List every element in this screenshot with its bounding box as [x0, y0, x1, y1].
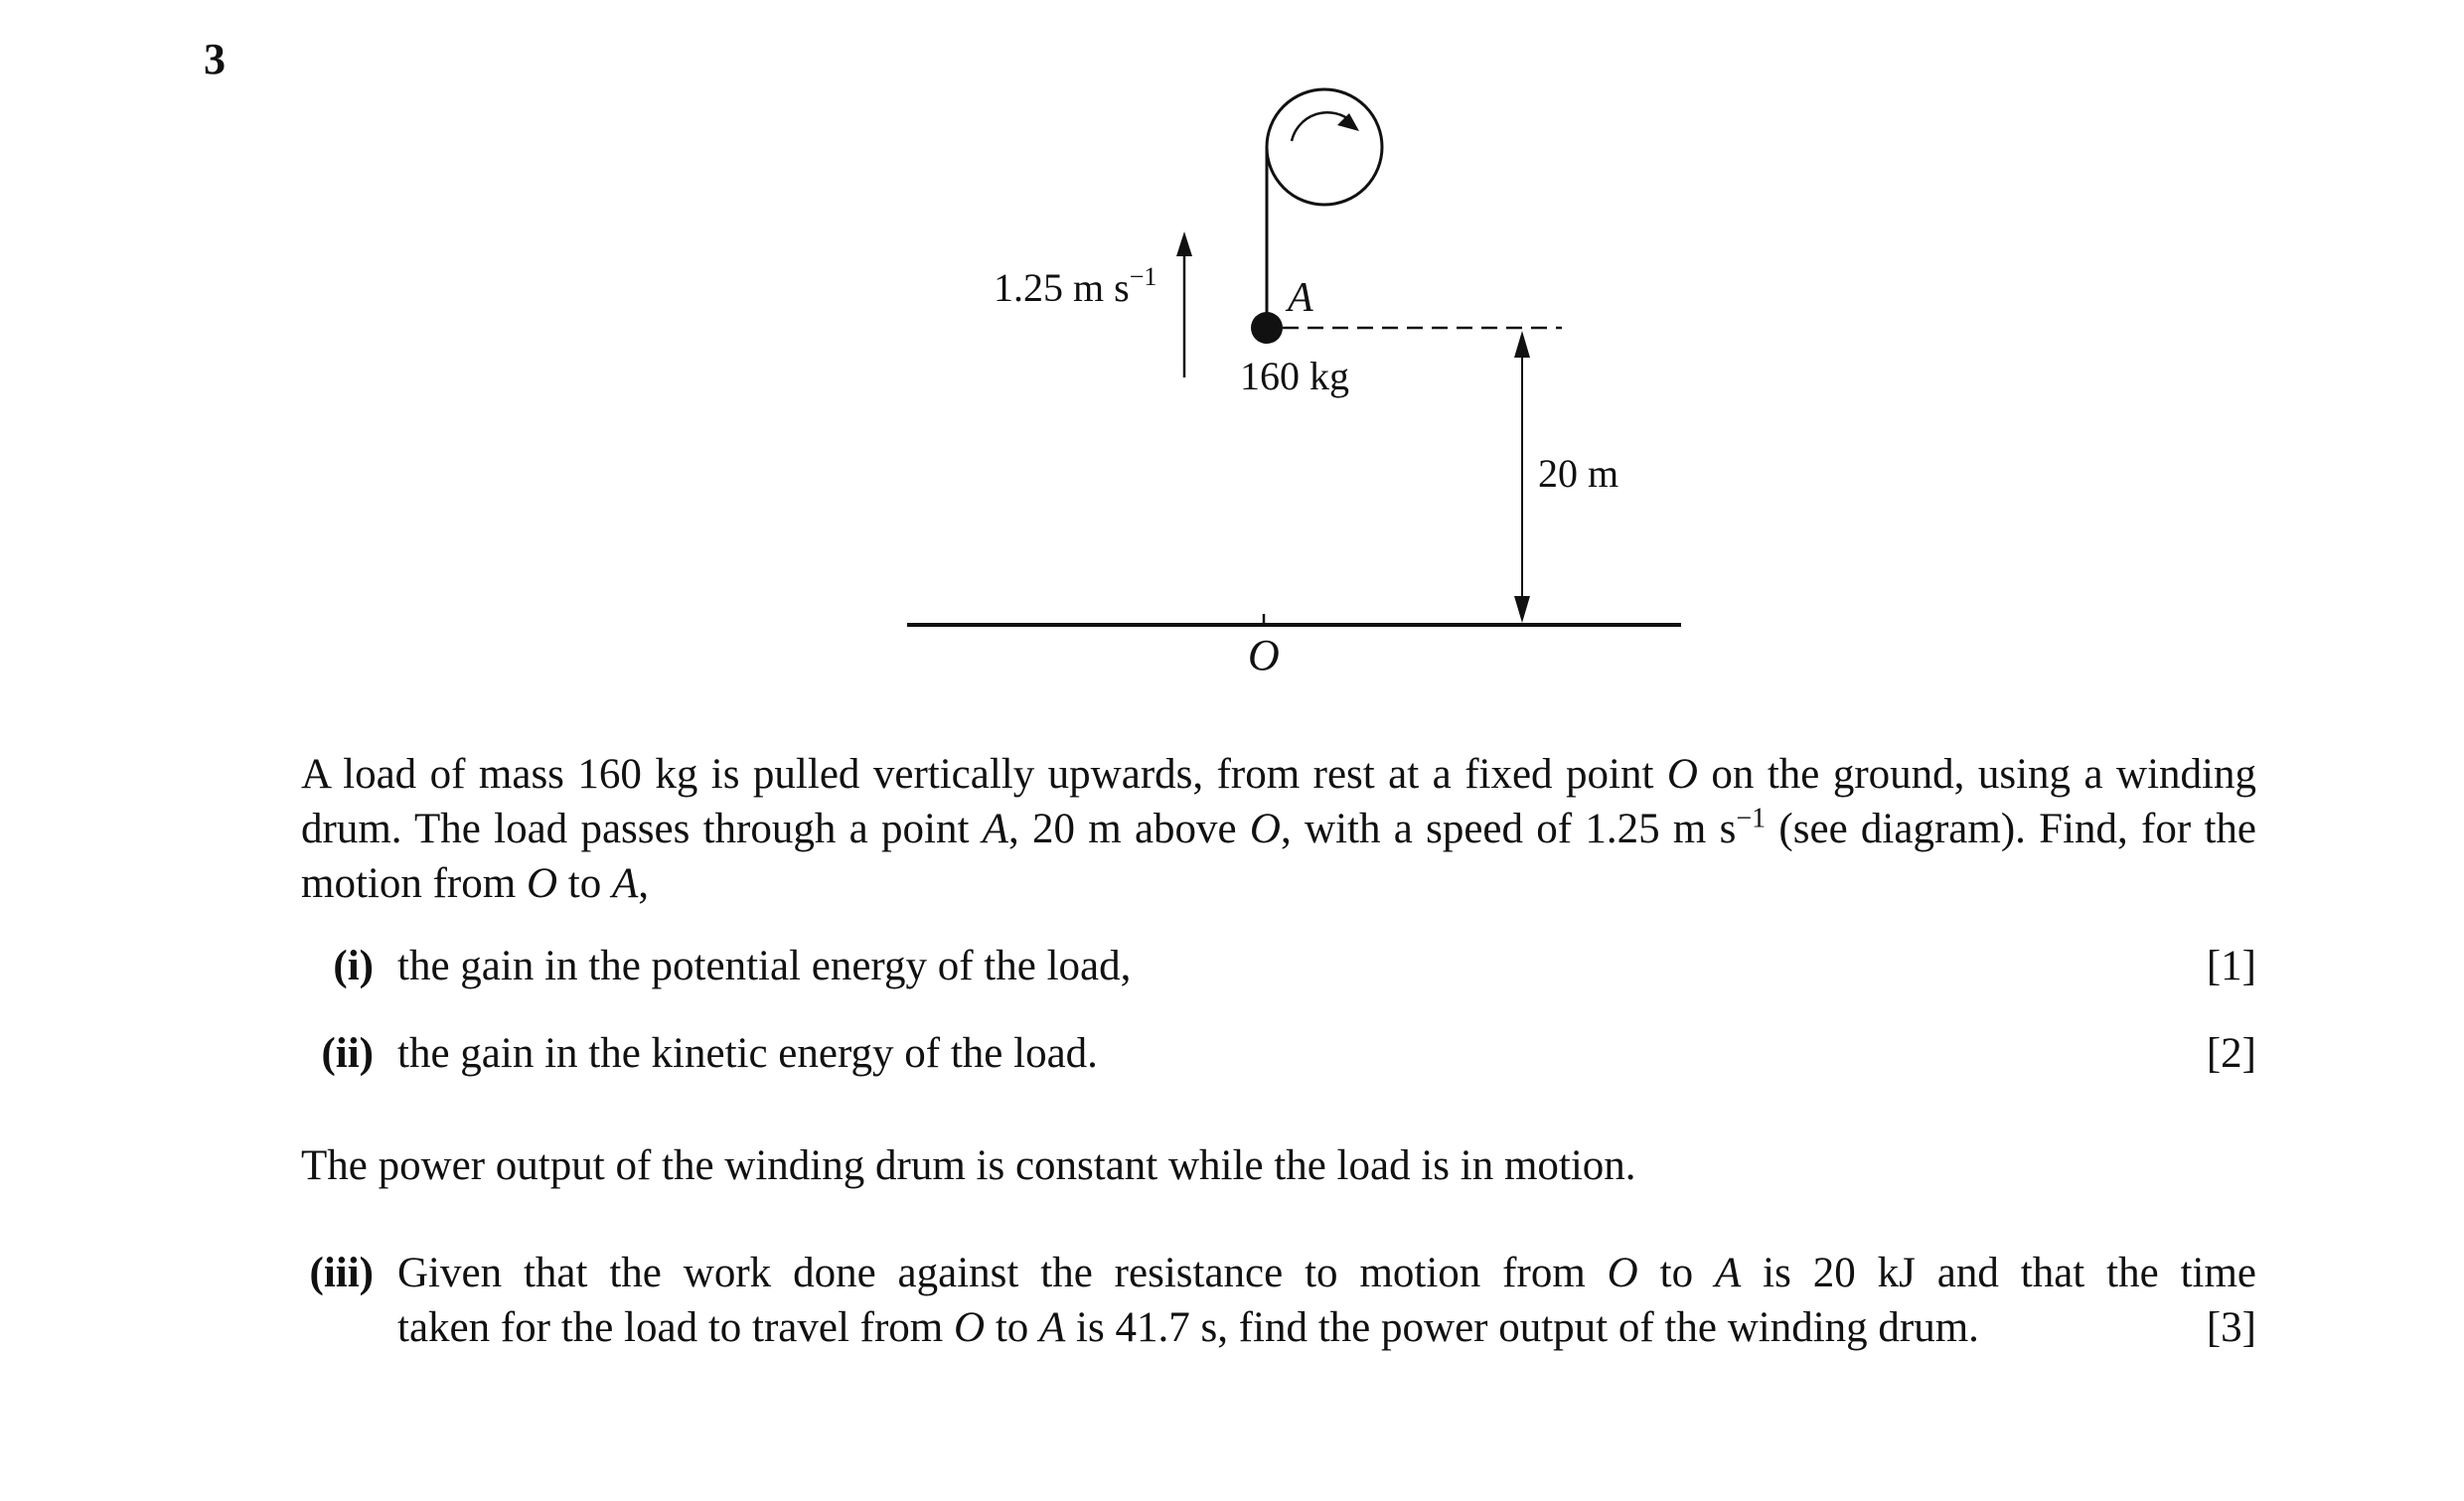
- load-mass: [1251, 312, 1283, 344]
- part-iii-label: (iii): [309, 1250, 374, 1296]
- part-ii-marks: [2]: [2206, 1030, 2256, 1077]
- part-i-label: (i): [333, 943, 374, 989]
- part-i-text: the gain in the potential energy of the load,: [397, 943, 1132, 989]
- mass-label: 160 kg: [1240, 354, 1349, 398]
- winding-drum-diagram: [0, 0, 2464, 715]
- part-ii-text: the gain in the kinetic energy of the load.: [397, 1030, 1098, 1077]
- part-iii-text: Given that the work done against the resistance to motion from O to A is 20 kJ and that the time taken for the load to travel from O to A is 41.7 s, find the power output of the winding drum.: [397, 1250, 2256, 1351]
- speed-label: 1.25 m $s^{-1}$: [994, 262, 1157, 310]
- height-arrowhead-top-icon: [1514, 331, 1530, 358]
- part-iii-marks: [3]: [2206, 1304, 2256, 1351]
- question-intro: A load of mass 160 kg is pulled vertically upwards, from rest at a fixed point O on the ground, using a winding drum. The load passes through a point A, 20 m above O, with a speed of 1.25 m $s^{-1}$ (see diagram). Find, for the motion from O to A,: [301, 751, 2257, 907]
- question-number: 3: [204, 35, 226, 83]
- power-statement: The power output of the winding drum is constant while the load is in motion.: [301, 1142, 1636, 1189]
- height-label: 20 m: [1538, 451, 1619, 496]
- velocity-arrowhead-icon: [1176, 231, 1192, 256]
- height-arrowhead-bottom-icon: [1514, 596, 1530, 623]
- part-iii: [278, 1246, 2256, 1355]
- part-ii-label: (ii): [321, 1030, 374, 1077]
- origin-label: O: [1248, 631, 1280, 679]
- rotation-arrow-icon: [1292, 112, 1351, 141]
- part-i-marks: [1]: [2206, 943, 2256, 989]
- point-a-label: A: [1288, 275, 1313, 321]
- winding-drum-circle: [1267, 89, 1382, 205]
